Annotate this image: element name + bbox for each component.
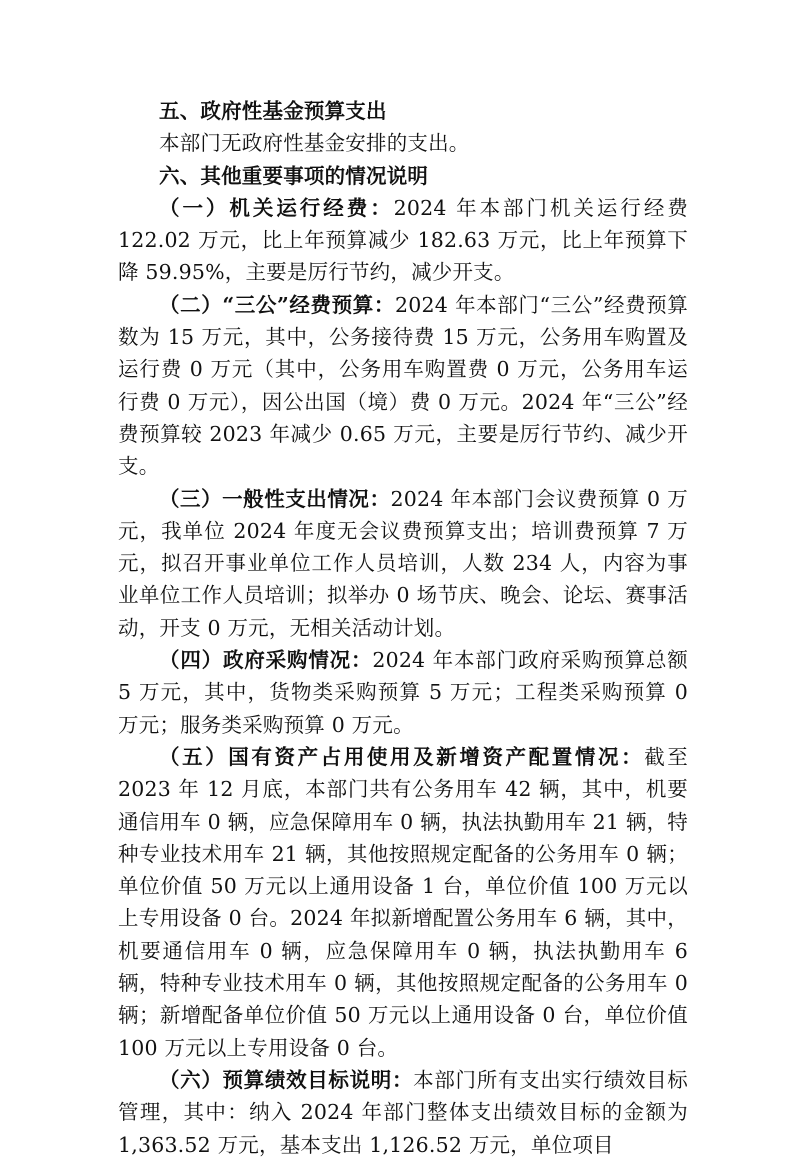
paragraph-performance-targets [118,1064,688,1161]
paragraph-text: 本部门所有支出实行绩效目标管理，其中：纳入 2024 年部门整体支出绩效目标的金额为 1,363.52 万元，基本支出 1,126.52 万元，单位项目 [118,1067,688,1157]
paragraph-lead: （二）“三公”经费预算： [159,292,395,317]
paragraph-three-public-expenses [118,289,688,483]
paragraph-text: 截至 2023 年 12 月底，本部门共有公务用车 42 辆，其中，机要通信用车 0 辆，应急保障用车 0 辆，执法执勤用车 21 辆，特种专业技术用车 21 辆，其他按照规定配备的公务用车 0 辆；单位价值 50 万元以上通用设备 1 台，单位价值 100 万元以上专用设备 0 台。2024 年拟新增配置公务用车 6 辆，其中，机要通信用车 0 辆，应急保障用车 0 辆，执法执勤用车 6 辆，特种专业技术用车 0 辆，其他按照规定配备的公务用车 0 辆；新增配备单位价值 50 万元以上通用设备 0 台，单位价值 100 万元以上专用设备 0 台。 [118,744,688,1060]
paragraph-operating-expenses [118,192,688,289]
document-body [118,95,688,1161]
paragraph-text: 2024 年本部门会议费预算 0 万元，我单位 2024 年度无会议费预算支出；培训费预算 7 万元，拟召开事业单位工作人员培训，人数 234 人，内容为事业单位工作人员培训；拟举办 0 场节庆、晚会、论坛、赛事活动，开支 0 万元，无相关活动计划。 [118,486,688,640]
paragraph-lead: （四）政府采购情况： [159,648,373,673]
paragraph-lead: （三）一般性支出情况： [159,486,391,511]
paragraph-state-assets [118,741,688,1064]
paragraph-lead: （一）机关运行经费： [159,195,394,220]
paragraph-lead: （六）预算绩效目标说明： [159,1067,414,1092]
section-5-text: 本部门无政府性基金安排的支出。 [159,131,470,156]
paragraph-lead: （五）国有资产占用使用及新增资产配置情况： [159,744,645,769]
paragraph-government-procurement [118,644,688,741]
section-5-heading: 五、政府性基金预算支出 [159,99,387,123]
paragraph-text: 2024 年本部门机关运行经费 122.02 万元，比上年预算减少 182.63 万元，比上年预算下降 59.95%，主要是厉行节约，减少开支。 [118,195,688,285]
paragraph-text: 2024 年本部门“三公”经费预算数为 15 万元，其中，公务接待费 15 万元，公务用车购置及运行费 0 万元（其中，公务用车购置费 0 万元，公务用车运行费 0 万元），因公出国（境）费 0 万元。2024 年“三公”经费预算较 2023 年减少 0.65 万元，主要是厉行节约、减少开支。 [118,292,688,479]
paragraph-general-expenditure [118,483,688,644]
section-6-heading: 六、其他重要事项的情况说明 [159,163,429,188]
paragraph-text: 2024 年本部门政府采购预算总额 5 万元，其中，货物类采购预算 5 万元；工程类采购预算 0 万元；服务类采购预算 0 万元。 [118,648,688,737]
